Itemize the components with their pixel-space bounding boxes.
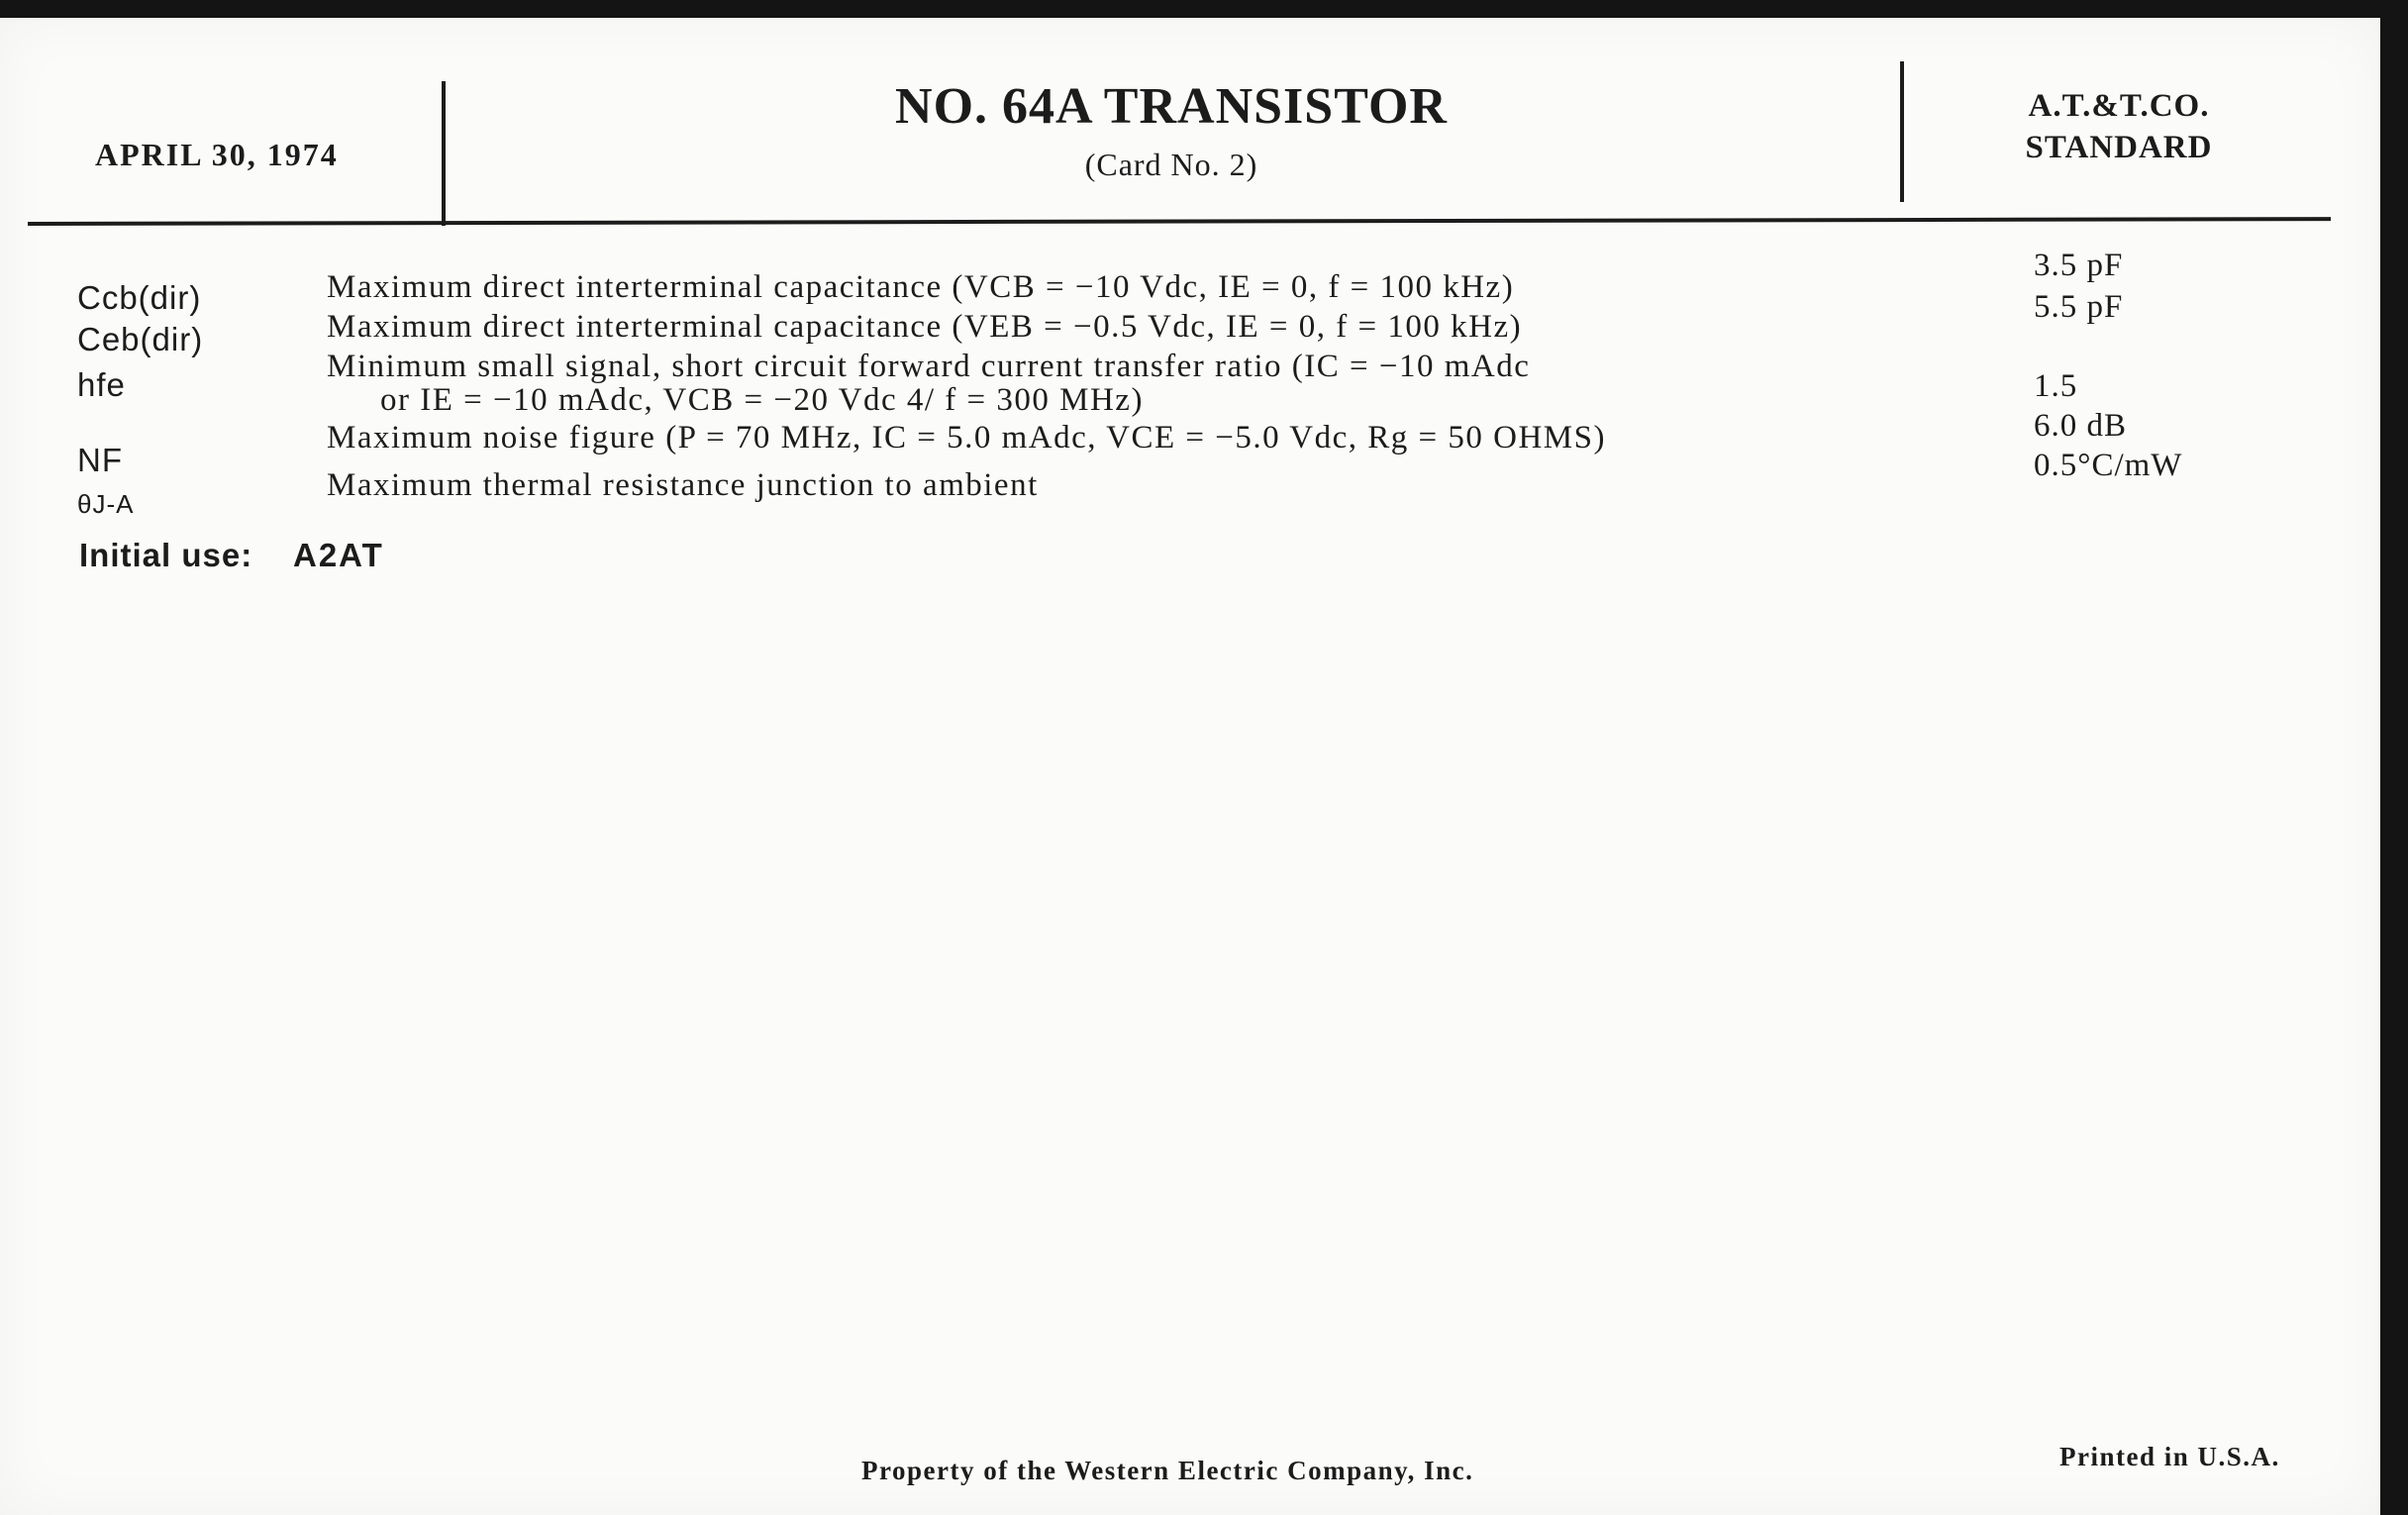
- row-symbol: Ceb(dir): [77, 321, 204, 357]
- document-card: [0, 18, 2380, 1515]
- row-description-continued: or IE = −10 mAdc, VCB = −20 Vdc 4/ f = 300 MHz): [380, 382, 1144, 418]
- card-title: NO. 64A TRANSISTOR: [895, 78, 1448, 135]
- footer-property: Property of the Western Electric Company, Inc.: [861, 1456, 1474, 1485]
- standard-mark: [1960, 85, 2277, 168]
- row-symbol: hfe: [77, 366, 126, 403]
- row-description: Minimum small signal, short circuit forward current transfer ratio (IC = −10 mAdc: [327, 349, 1531, 384]
- standard-line-1: A.T.&T.CO.: [2028, 88, 2210, 124]
- row-description: Maximum noise figure (P = 70 MHz, IC = 5.0 mAdc, VCE = −5.0 Vdc, Rg = 50 OHMS): [327, 420, 1606, 455]
- header-divider-right: [1900, 61, 1904, 202]
- row-symbol: NF: [77, 442, 123, 478]
- row-value: 5.5 pF: [2034, 289, 2124, 325]
- row-value: 0.5°C/mW: [2034, 448, 2183, 483]
- standard-line-2: STANDARD: [2025, 130, 2213, 165]
- row-symbol: Ccb(dir): [77, 279, 202, 316]
- row-value: 6.0 dB: [2034, 408, 2128, 444]
- row-description: Maximum direct interterminal capacitance (VCB = −10 Vdc, IE = 0, f = 100 kHz): [327, 269, 1515, 305]
- initial-use-label: Initial use:: [79, 537, 253, 573]
- card-date: APRIL 30, 1974: [95, 137, 339, 172]
- footer-printed: Printed in U.S.A.: [2059, 1442, 2280, 1471]
- header-rule: [28, 217, 2331, 226]
- initial-use-value: A2AT: [293, 537, 384, 573]
- row-description: Maximum thermal resistance junction to ambient: [327, 467, 1039, 503]
- row-value: 1.5: [2034, 368, 2078, 404]
- card-subtitle: (Card No. 2): [1084, 147, 1258, 182]
- row-symbol: θJ-A: [77, 489, 135, 519]
- row-value: 3.5 pF: [2034, 248, 2124, 283]
- row-description: Maximum direct interterminal capacitance (VEB = −0.5 Vdc, IE = 0, f = 100 kHz): [327, 309, 1523, 345]
